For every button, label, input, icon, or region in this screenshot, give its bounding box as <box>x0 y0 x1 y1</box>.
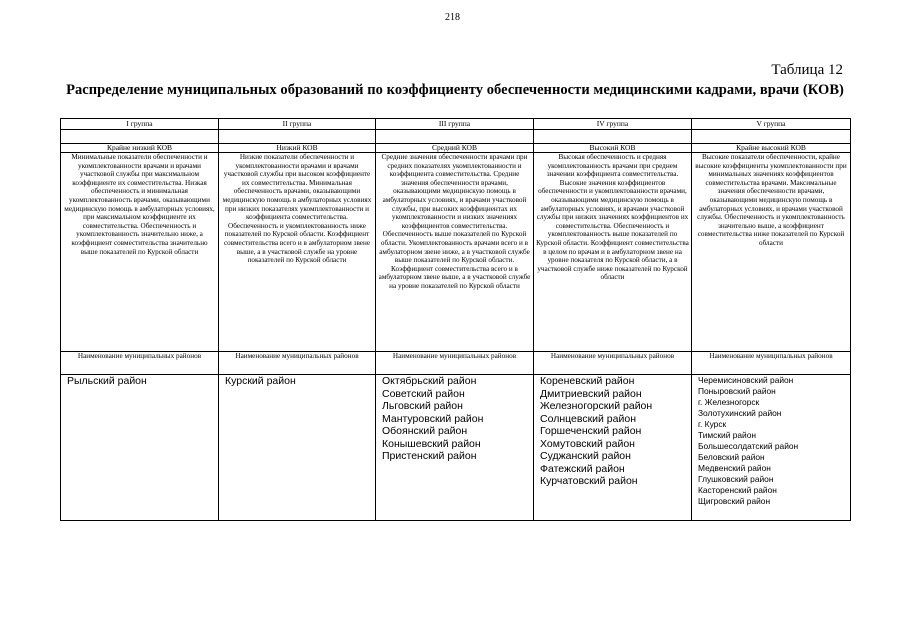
kov-row <box>61 144 851 153</box>
group-2-names-header: Наименование муниципальных районов <box>219 352 376 375</box>
district-item: Курчатовский район <box>540 475 638 487</box>
district-item: Щигровский район <box>698 496 771 506</box>
group-3-header: III группа <box>376 119 534 130</box>
group-1-header: I группа <box>61 119 219 130</box>
group-1-description: Минимальные показатели обеспеченности и укомплектованности врачами и врачами участковой службы при максимальном коэффициенте их совместительства. Низкая обеспеченность и минимальная укомплектованность врачами, оказывающими медицинскую помощь в амбулаторных условиях, при максимальном коэффициенте их совместительства. Обеспеченность и укомплектованность значительно ниже, а коэффициент совместительства значительно выше показателей по Курской области <box>61 153 219 352</box>
spacer-row <box>61 130 851 144</box>
district-item: Мантуровский район <box>382 412 484 425</box>
group-4-header: IV группа <box>534 119 692 130</box>
district-item: Солнцевский район <box>540 412 636 425</box>
district-item: Курский район <box>225 375 296 387</box>
district-item: Беловский район <box>698 452 765 462</box>
district-item: Рыльский район <box>67 375 147 387</box>
district-item: Льговский район <box>382 400 463 412</box>
group-3-kov: Средний КОВ <box>376 144 534 153</box>
district-item: Тимский район <box>698 430 756 440</box>
group-1-kov: Крайне низкий КОВ <box>61 144 219 153</box>
group-3-districts <box>376 375 534 521</box>
distribution-table <box>60 118 851 521</box>
district-item: Большесолдатский район <box>698 441 799 451</box>
page-number: 218 <box>445 12 460 23</box>
group-5-header: V группа <box>692 119 851 130</box>
district-item: Железногорский район <box>540 400 653 412</box>
district-item: Дмитриевский район <box>540 387 642 400</box>
district-item: Советский район <box>382 387 465 400</box>
district-item: Горшеченский район <box>540 425 642 437</box>
table-heading: Распределение муниципальных образований по коэффициенту обеспеченности медицинскими кадрами, врачи (КОВ) <box>66 82 844 98</box>
group-2-description: Низкие показатели обеспеченности и укомплектованности врачами и врачами участковой службы при высоком коэффициенте их совместительства. Минимальная обеспеченность врачами, оказывающими медицинскую помощь в амбулаторных условиях при низких показателях укомплектованности и коэффициента совместительства. Обеспеченность и укомплектованность ниже показателей по Курской области. Коэффициент совместительства всего и в амбулаторном звене выше, а в участковой службе на уровне показателей по Курской области <box>219 153 376 352</box>
district-item: Обоянский район <box>382 425 468 437</box>
description-row <box>61 153 851 352</box>
district-item: Касторенский район <box>698 485 777 495</box>
district-item: Конышевский район <box>382 437 481 450</box>
group-5-description: Высокие показатели обеспеченности, крайне высокие коэффициенты укомплектованности при минимальных значениях коэффициентов совместительства врачами. Максимальные значения обеспеченности врачами, оказывающими медицинскую помощь в амбулаторных условиях, и врачами участковой службы. Обеспеченность и укомплектованность значительно выше, а коэффициент совместительства ниже показателей по Курской области <box>692 153 851 352</box>
district-item: Золотухинский район <box>698 408 782 418</box>
group-4-names-header: Наименование муниципальных районов <box>534 352 692 375</box>
group-3-names-header: Наименование муниципальных районов <box>376 352 534 375</box>
group-5-names-header: Наименование муниципальных районов <box>692 352 851 375</box>
districts-row <box>61 375 851 521</box>
group-2-districts <box>219 375 376 521</box>
district-item: Октябрьский район <box>382 375 477 387</box>
district-item: г. Железногорск <box>698 397 760 407</box>
district-item: Кореневский район <box>540 375 635 387</box>
group-2-header: II группа <box>219 119 376 130</box>
district-item: Фатежский район <box>540 462 625 475</box>
group-1-names-header: Наименование муниципальных районов <box>61 352 219 375</box>
table-label: Таблица 12 <box>771 62 843 78</box>
group-5-districts <box>692 375 851 521</box>
district-item: Поныровский район <box>698 386 776 396</box>
district-item: Медвенский район <box>698 463 771 473</box>
group-4-kov: Высокий КОВ <box>534 144 692 153</box>
district-item: Глушковский район <box>698 474 774 484</box>
group-4-description: Высокая обеспеченность и средняя укомплектованность врачами при среднем значении коэффициента совместительства. Высокие значения коэффициентов обеспеченности и укомплектованности врачами, оказывающими медицинскую помощь в амбулаторных условиях, и врачами участковой службы при низких значениях коэффициентов их совместительства. Обеспеченность и укомплектованность выше показателей по Курской области. Коэффициент совместительства в целом по врачам и в амбулаторном звене на уровне показателя по Курской области, а в участковой службе ниже показателей по Курской области <box>534 153 692 352</box>
group-1-districts <box>61 375 219 521</box>
group-header-row <box>61 119 851 130</box>
district-item: Черемисиновский район <box>698 375 794 385</box>
district-item: Хомутовский район <box>540 437 635 450</box>
group-2-kov: Низкий КОВ <box>219 144 376 153</box>
district-item: Пристенский район <box>382 450 477 462</box>
group-3-description: Средние значения обеспеченности врачами при средних показателях укомплектованности и коэффициента совместительства. Средние значения обеспеченности врачами, оказывающими медицинскую помощь в амбулаторных условиях, и врачами участковой службы, при высоких коэффициентах их укомплектованности и низких значениях коэффициентов совместительства. Обеспеченность выше показателей по Курской области. Укомплектованность врачами всего и в амбулаторном звене ниже, а в участковой службе выше показателей по Курской области. Коэффициент совместительства всего и в амбулаторном звене выше, а в участковой службе на уровне показателей по Курской области <box>376 153 534 352</box>
district-item: г. Курск <box>698 419 727 429</box>
group-4-districts <box>534 375 692 521</box>
district-item: Суджанский район <box>540 450 631 462</box>
group-5-kov: Крайне высокий КОВ <box>692 144 851 153</box>
names-header-row <box>61 352 851 375</box>
